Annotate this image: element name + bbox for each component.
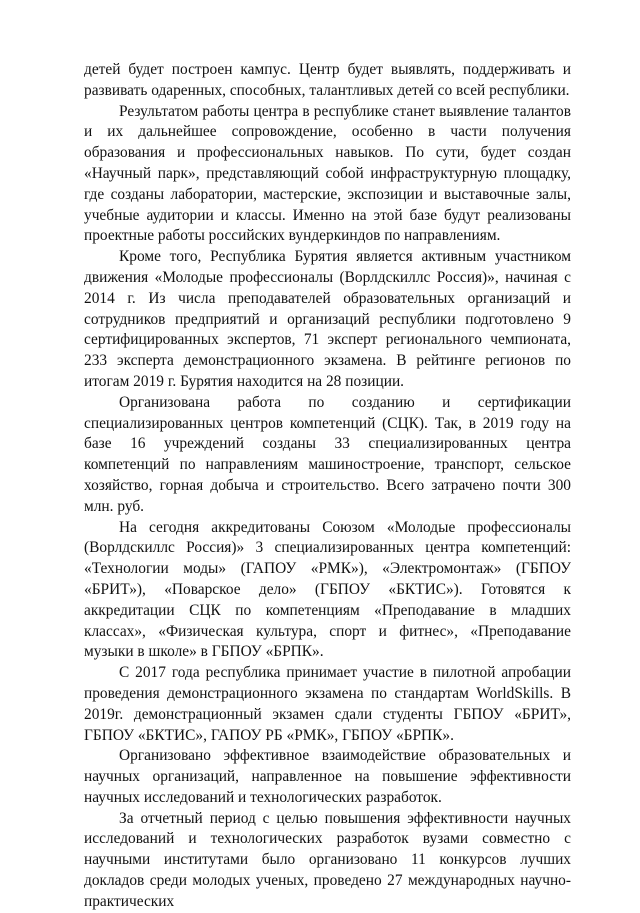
paragraph-cooperation: Организовано эффективное взаимодействие образовательных и научных организаций, направленное на повышение эффективности научных исследований и технологических разработок.: [84, 747, 571, 806]
paragraph-campus-continued: детей будет построен кампус. Центр будет выявлять, поддерживать и развивать одаренных, способных, талантливых детей со всей республики.: [84, 61, 571, 99]
paragraph-demo-exam: С 2017 года республика принимает участие в пилотной апробации проведения демонстрационного экзамена по стандартам WorldSkills. В 2019г. демонстрационный экзамен сдали студенты ГБПОУ «БРИТ», ГБПОУ «БКТИС», ГАПОУ РБ «РМК», ГБПОУ «БРПК».: [84, 664, 571, 744]
paragraph-worldskills-experts: Кроме того, Республика Бурятия является активным участником движения «Молодые профессионалы (Ворлдскиллс Россия)», начиная с 2014 г. Из числа преподавателей образовательных организаций и сотрудников предприятий и организаций республики подготовлено 9 сертифицированных экспертов, 71 эксперт регионального чемпионата, 233 эксперта демонстрационного экзамена. В рейтинге регионов по итогам 2019 г. Бурятия находится на 28 позиции.: [84, 248, 571, 390]
paragraph-science-park: Результатом работы центра в республике станет выявление талантов и их дальнейшее сопровождение, особенно в части получения образования и профессиональных навыков. По сути, будет создан «Научный парк», представляющий собой инфраструктурную площадку, где созданы лаборатории, мастерские, экспозиции и выставочные залы, учебные аудитории и классы. Именно на этой базе будут реализованы проектные работы российских вундеркиндов по направлениям.: [84, 102, 571, 245]
paragraph-accreditation: На сегодня аккредитованы Союзом «Молодые профессионалы (Ворлдскиллс Россия)» 3 специализированных центра компетенций: «Технологии моды» (ГАПОУ «РМК»), «Электромонтаж» (ГБПОУ «БРИТ»), «Поварское дело» (ГБПОУ «БКТИС»). Готовятся к аккредитации СЦК по компетенциям «Преподавание в младших классах», «Физическая культура, спорт и фитнес», «Преподавание музыки в школе» в ГБПОУ «БРПК».: [84, 518, 571, 661]
paragraph-competence-centers: Организована работа по созданию и сертификации специализированных центров компетенций (СЦК). Так, в 2019 году на базе 16 учреждений созданы 33 специализированных центра компетенций по направлениям машиностроение, транспорт, сельское хозяйство, горная добыча и строительство. Всего затрачено почти 300 млн. руб.: [84, 393, 571, 515]
document-body: [84, 60, 571, 913]
paragraph-research-contests: За отчетный период с целью повышения эффективности научных исследований и технологических разработок вузами совместно с научными институтами было организовано 11 конкурсов лучших докладов среди молодых ученых, проведено 27 международных научно-практических: [84, 809, 571, 910]
